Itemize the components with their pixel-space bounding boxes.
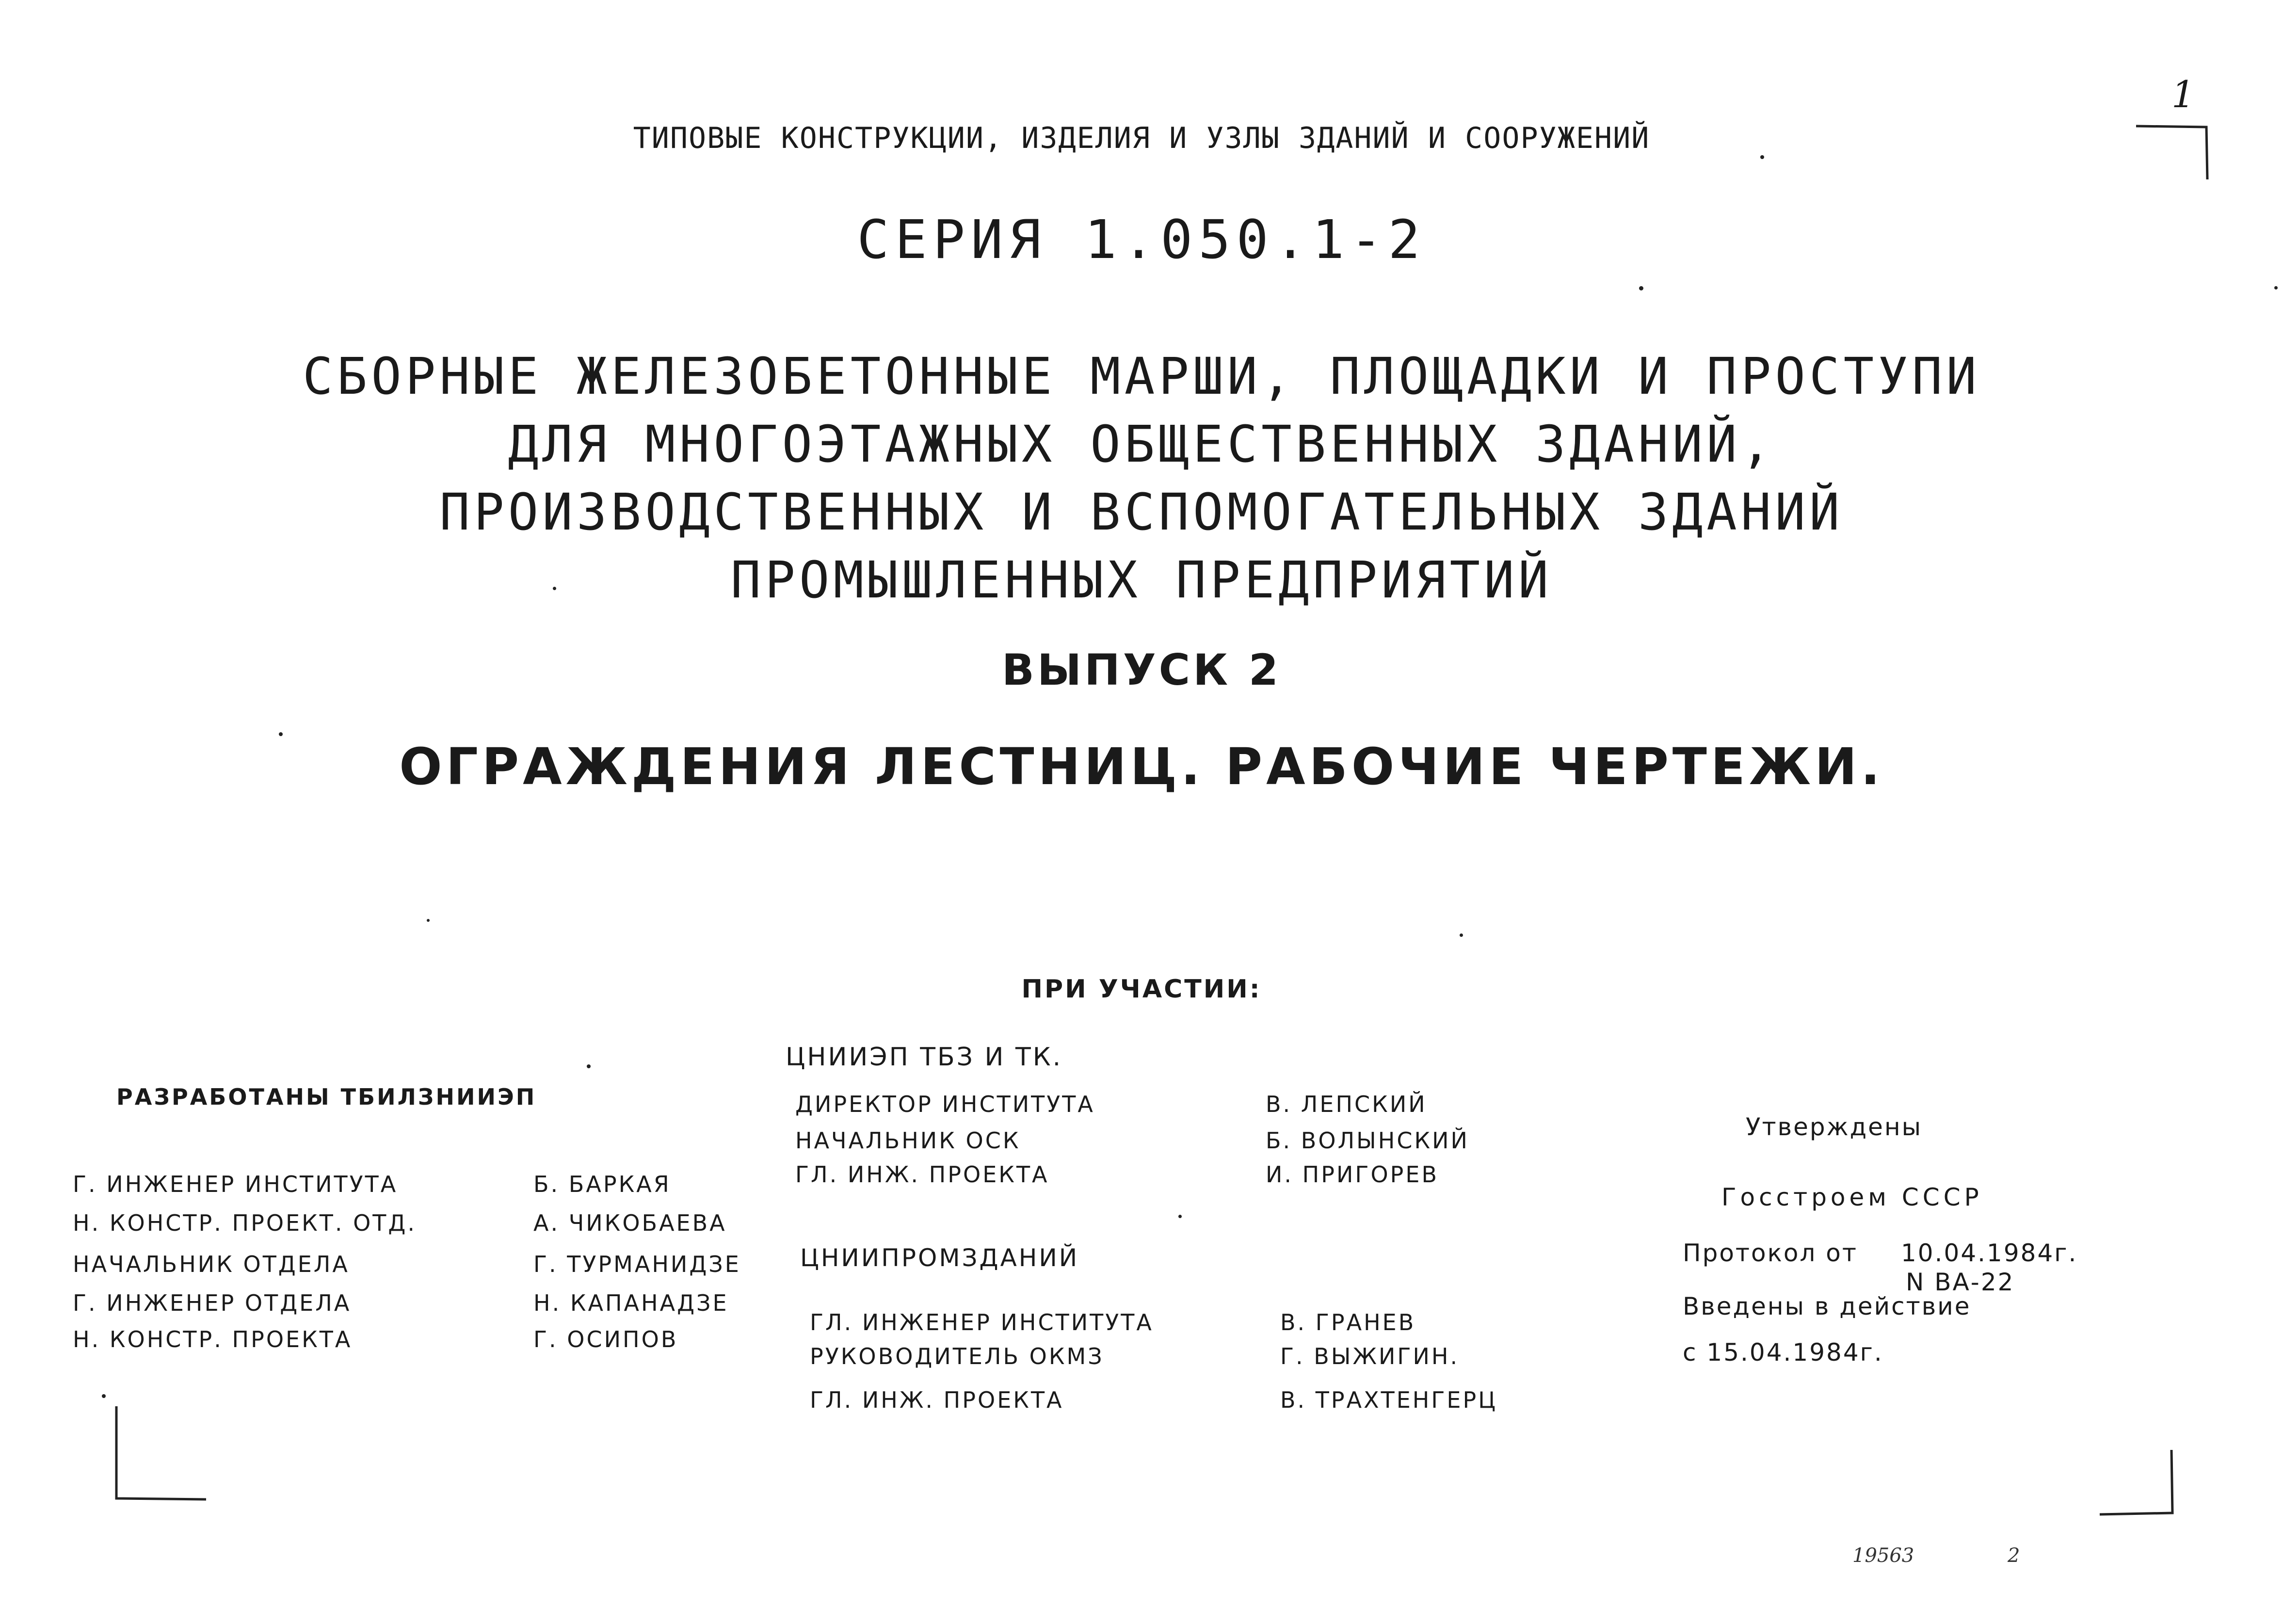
scan-speckle <box>1460 933 1463 937</box>
developed-name: Г. ОСИПОВ <box>533 1326 678 1352</box>
frame-corner-bottom-left <box>97 1401 213 1508</box>
enacted-date: с 15.04.1984г. <box>1683 1338 1883 1367</box>
subtitle: ОГРАЖДЕНИЯ ЛЕСТНИЦ. РАБОЧИЕ ЧЕРТЕЖИ. <box>399 737 1884 796</box>
scan-speckle <box>553 587 556 590</box>
protocol-date: 10.04.1984г. <box>1901 1239 2078 1267</box>
developed-role: Г. ИНЖЕНЕР ИНСТИТУТА <box>73 1171 398 1197</box>
scan-speckle <box>102 1394 106 1398</box>
enacted-label: Введены в действие <box>1683 1292 1971 1320</box>
org2-person: Г. ВЫЖИГИН. <box>1280 1343 1460 1369</box>
scan-speckle <box>2274 286 2278 289</box>
org1-person: И. ПРИГОРЕВ <box>1266 1161 1439 1188</box>
org1-role: ДИРЕКТОР ИНСТИТУТА <box>795 1091 1095 1117</box>
org2-person: В. ГРАНЕВ <box>1280 1309 1416 1335</box>
approval-label: Утверждены <box>1746 1113 1923 1141</box>
approval-authority: Госстроем СССР <box>1721 1183 1983 1211</box>
frame-corner-bottom-right <box>2095 1445 2192 1528</box>
developed-name: А. ЧИКОБАЕВА <box>533 1210 727 1236</box>
title-line-1: СБОРНЫЕ ЖЕЛЕЗОБЕТОННЫЕ МАРШИ, ПЛОЩАДКИ И ПРОСТУПИ <box>302 347 1981 406</box>
developed-by-label: РАЗРАБОТАНЫ ТБИЛЗНИИЭП <box>116 1084 537 1110</box>
org1-name: ЦНИИЭП ТБЗ И ТК. <box>786 1043 1063 1072</box>
org2-name: ЦНИИПРОМЗДАНИЙ <box>800 1244 1079 1272</box>
scan-speckle <box>1178 1215 1182 1218</box>
title-line-2: ДЛЯ МНОГОЭТАЖНЫХ ОБЩЕСТВЕННЫХ ЗДАНИЙ, <box>508 415 1775 474</box>
standard-header: ТИПОВЫЕ КОНСТРУКЦИИ, ИЗДЕЛИЯ И УЗЛЫ ЗДАНИЙ И СООРУЖЕНИЙ <box>633 121 1650 155</box>
org2-role: ГЛ. ИНЖЕНЕР ИНСТИТУТА <box>810 1309 1154 1335</box>
org2-person: В. ТРАХТЕНГЕРЦ <box>1280 1387 1497 1413</box>
developed-role: Н. КОНСТР. ПРОЕКТ. ОТД. <box>73 1210 417 1236</box>
org2-role: ГЛ. ИНЖ. ПРОЕКТА <box>810 1387 1064 1413</box>
org1-role: НАЧАЛЬНИК ОСК <box>795 1127 1021 1154</box>
org1-role: ГЛ. ИНЖ. ПРОЕКТА <box>795 1161 1049 1188</box>
title-line-4: ПРОМЫШЛЕННЫХ ПРЕДПРИЯТИЙ <box>730 550 1553 610</box>
participation-label: ПРИ УЧАСТИИ: <box>1021 975 1262 1004</box>
org1-person: Б. ВОЛЫНСКИЙ <box>1266 1127 1469 1154</box>
scan-speckle <box>1639 286 1643 290</box>
developed-role: Г. ИНЖЕНЕР ОТДЕЛА <box>73 1290 352 1316</box>
scan-speckle <box>427 919 430 922</box>
developed-role: НАЧАЛЬНИК ОТДЕЛА <box>73 1251 350 1277</box>
sheet-number: 1 <box>2171 73 2195 116</box>
scan-speckle <box>587 1064 591 1068</box>
org2-role: РУКОВОДИТЕЛЬ ОКМЗ <box>810 1343 1104 1369</box>
developed-name: Г. ТУРМАНИДЗЕ <box>533 1251 741 1277</box>
scan-speckle <box>279 732 283 736</box>
series-title: СЕРИЯ 1.050.1-2 <box>857 209 1426 271</box>
protocol-number: N ВА-22 <box>1906 1268 2015 1296</box>
developed-role: Н. КОНСТР. ПРОЕКТА <box>73 1326 353 1352</box>
scan-speckle <box>1760 155 1764 159</box>
archive-sheet: 2 <box>2008 1544 2020 1567</box>
protocol-label: Протокол от <box>1683 1239 1858 1267</box>
org1-person: В. ЛЕПСКИЙ <box>1266 1091 1427 1117</box>
issue-label: ВЫПУСК 2 <box>1001 645 1282 695</box>
archive-code: 19563 <box>1852 1544 1914 1567</box>
title-line-3: ПРОИЗВОДСТВЕННЫХ И ВСПОМОГАТЕЛЬНЫХ ЗДАНИЙ <box>439 482 1844 542</box>
developed-name: Н. КАПАНАДЗЕ <box>533 1290 729 1316</box>
developed-name: Б. БАРКАЯ <box>533 1171 671 1197</box>
